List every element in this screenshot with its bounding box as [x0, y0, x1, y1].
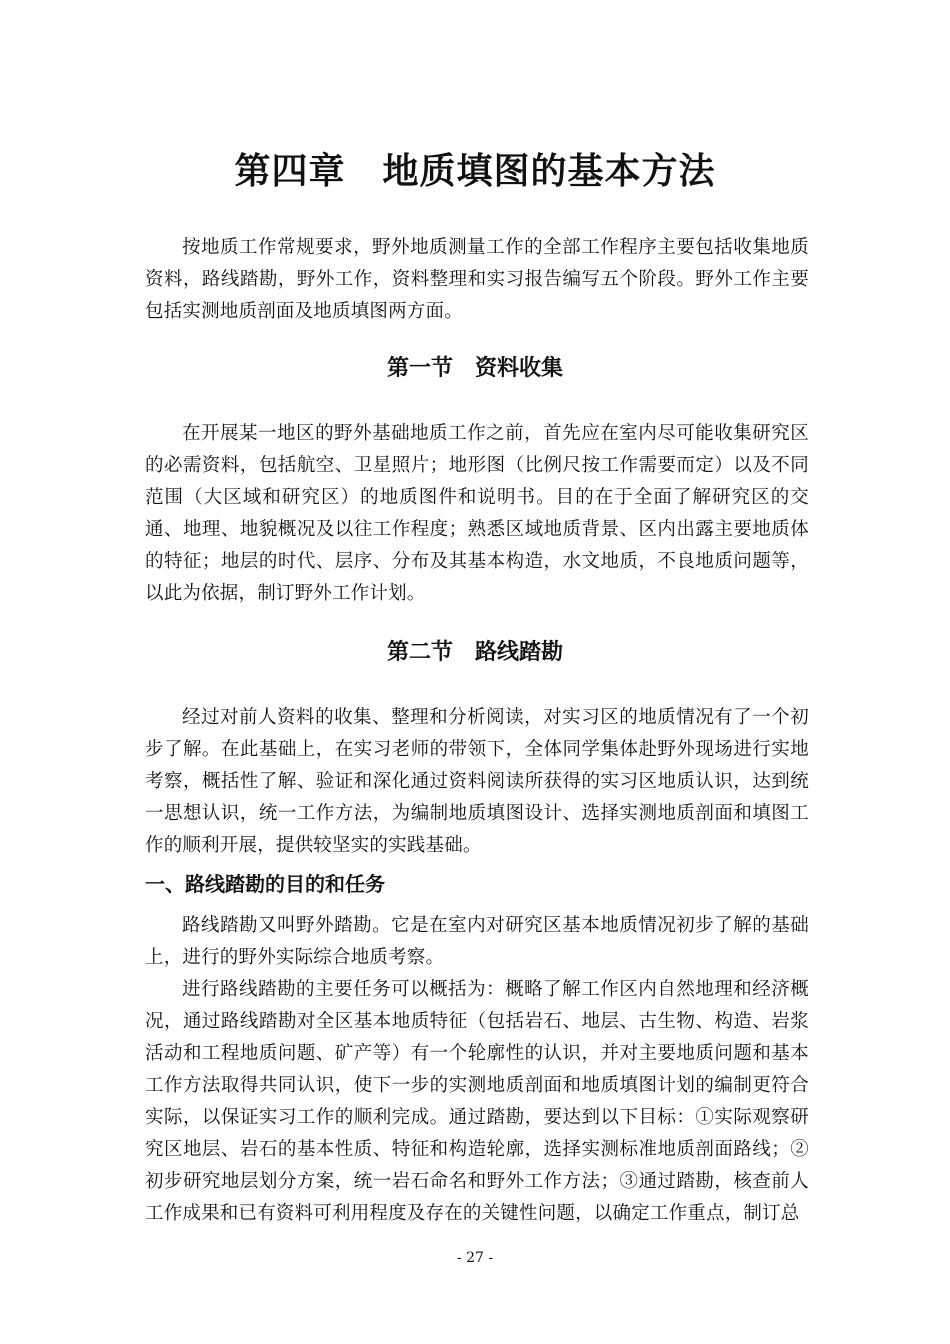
subsection-title-purpose-and-tasks: 一、路线踏勘的目的和任务 — [145, 872, 385, 896]
section-title-route-survey: 第二节 路线踏勘 — [386, 640, 563, 665]
subsection-paragraph-tasks: 进行路线踏勘的主要任务可以概括为：概略了解工作区内自然地理和经济概况，通过路线踏勘对全区基本地质特征（包括岩石、地层、古生物、构造、岩浆活动和工程地质问题、矿产等）有一个轮廓性的认识，并对主要地质问题和基本工作方法取得共同认识，使下一步的实测地质剖面和地质填图计划的编制更符合实际，以保证实习工作的顺利完成。通过踏勘，要达到以下目标：①实际观察研究区地层、岩石的基本性质、特征和构造轮廓，选择实测标准地质剖面路线；②初步研究地层划分方案，统一岩石命名和野外工作方法；③通过踏勘，核查前人工作成果和已有资料可利用程度及存在的关键性问题，以确定工作重点，制订总 — [145, 979, 809, 1224]
page-number: - 27 - — [456, 1250, 494, 1266]
subsection-paragraph-definition: 路线踏勘又叫野外踏勘。它是在室内对研究区基本地质情况初步了解的基础上，进行的野外实际综合地质考察。 — [145, 915, 809, 968]
section-title-data-collection: 第一节 资料收集 — [386, 356, 563, 381]
section1-paragraph: 在开展某一地区的野外基础地质工作之前，首先应在室内尽可能收集研究区的必需资料，包括航空、卫星照片；地形图（比例尺按工作需要而定）以及不同范围（大区域和研究区）的地质图件和说明书。目的在于全面了解研究区的交通、地理、地貌概况及以往工作程度；熟悉区域地质背景、区内出露主要地质体的特征；地层的时代、层序、分布及其基本构造，水文地质，不良地质问题等，以此为依据，制订野外工作计划。 — [145, 423, 809, 604]
section2-paragraph: 经过对前人资料的收集、整理和分析阅读，对实习区的地质情况有了一个初步了解。在此基础上，在实习老师的带领下，全体同学集体赴野外现场进行实地考察，概括性了解、验证和深化通过资料阅读所获得的实习区地质认识，达到统一思想认识，统一工作方法，为编制地质填图设计、选择实测地质剖面和填图工作的顺利开展，提供较坚实的实践基础。 — [145, 707, 809, 856]
chapter-intro-paragraph: 按地质工作常规要求，野外地质测量工作的全部工作程序主要包括收集地质资料，路线踏勘，野外工作，资料整理和实习报告编写五个阶段。野外工作主要包括实测地质剖面及地质填图两方面。 — [145, 237, 809, 322]
chapter-title: 第四章 地质填图的基本方法 — [234, 151, 716, 192]
